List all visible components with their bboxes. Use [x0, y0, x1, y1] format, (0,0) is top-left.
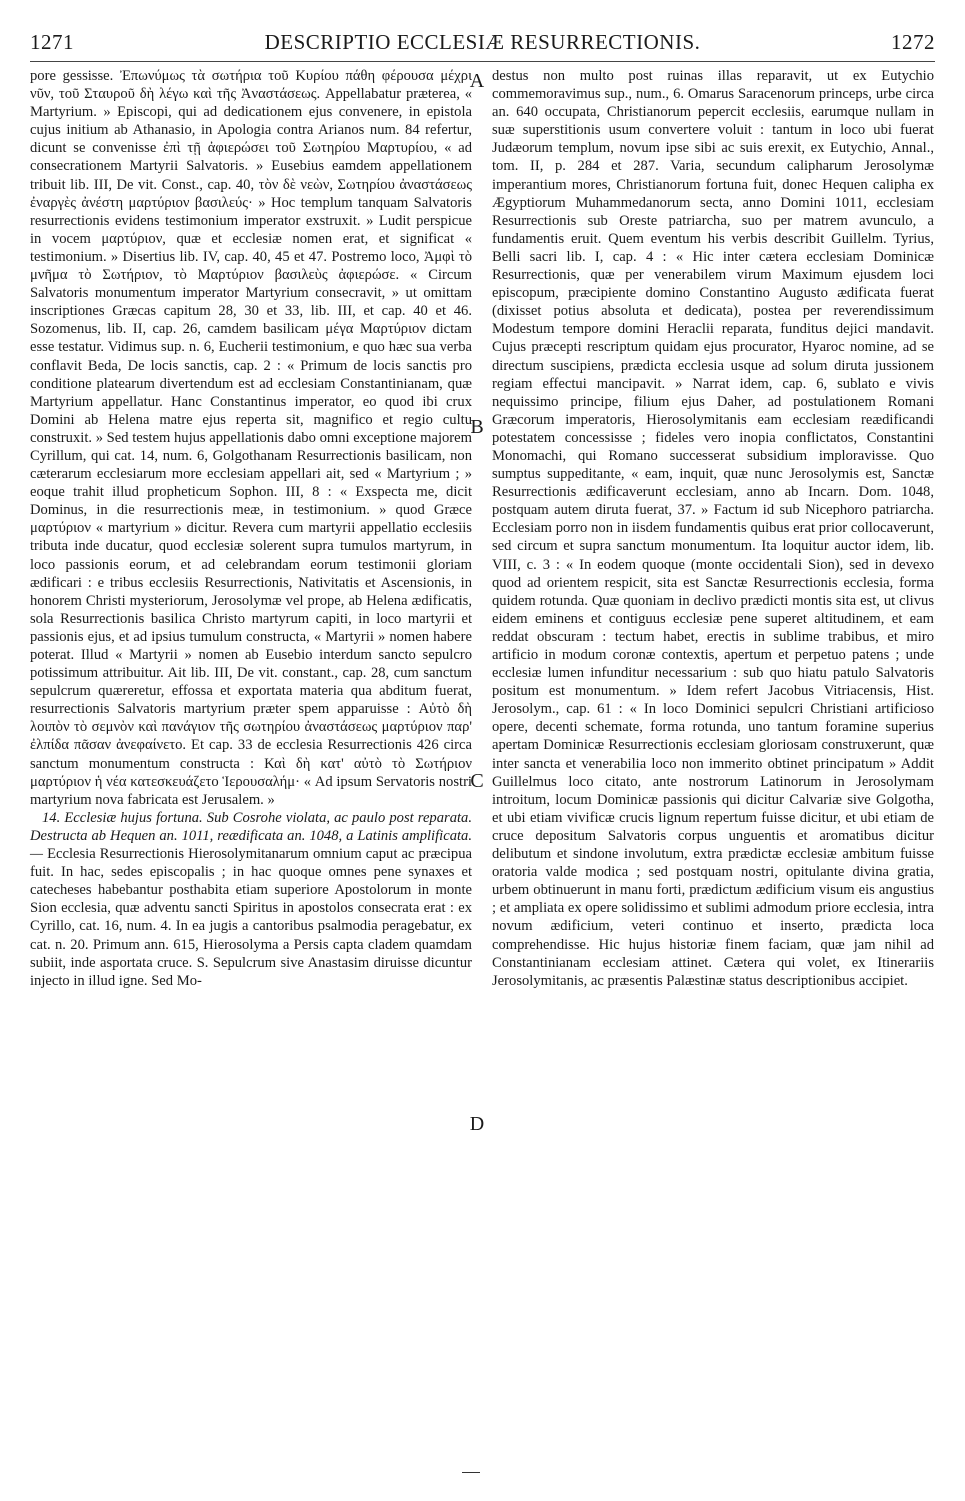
- left-paragraph-2: [30, 809, 472, 990]
- margin-marker-a: A: [469, 70, 485, 92]
- left-paragraph-1: pore gessisse. Ἐπωνύμως τὰ σωτήρια τοῦ Κυρίου πάθη φέρουσα μέχρι νῦν, τοῦ Σταυροῦ δὴ λέγω καὶ τῆς Ἀναστάσεως. Appellabatur præterea, « Martyrium. » Episcopi, qui ad dedicationem ejus convenere, in epistola cujus initium ab Athanasio, in Apologia contra Arianos num. 84 refertur, dicunt se convenisse ἐπὶ τῇ ἀφιερώσει τοῦ Σωτηρίου Μαρτυρίου, « ad consecrationem Martyrii Salvatoris. » Eusebius eamdem appellationem tribuit lib. III, De vit. Const., cap. 40, τὸν δὲ νεὼν, Σωτηρίου ἀναστάσεως ἐναργὲς ἀνέστη μαρτύριον βασιλεύς· » Hoc templum tanquam Salvatoris resurrectionis evidens testimonium imperator exstruxit. » Ludit perspicue in vocem μαρτύριον, quæ et ecclesiæ nomen erat, et significat « testimonium. » Disertius lib. IV, cap. 40, 45 et 47. Postremo loco, Ἀμφὶ τὸ μνῆμα τὸ Σωτήριον, τὸ Μαρτύριον βασιλεὺς ἀφιερώσε. « Circum Salvatoris monumentum imperator Martyrium consecravit, » ut omittam inscriptiones Græcas capitum 28, 30 et 33, lib. III, et cap. 40 et 46. Sozomenus, lib. II, cap. 26, camdem basilicam μέγα Μαρτύριον dictam esse testatur. Vidimus sup. n. 6, Eucherii testimonium, e quo hæc sua verba conflavit Beda, De locis sanctis, cap. 2 : « Primum de locis sanctis pro conditione platearum divertendum est ad ecclesiam Constantinianam, quæ Martyrium appellatur. Hanc Constantinus imperator, eo quod ibi crux Domini ab Helena matre ejus reperta sit, magnifico et regio cultu construxit. » Sed testem hujus appellationis dabo omni exceptione majorem Cyrillum, qui cat. 14, num. 6, Golgothanam Resurrectionis basilicam, non cæterarum ecclesiarum more ecclesiam appellari ait, sed « Martyrium ; » eoque trahit illud propheticum Sophon. III, 8 : « Exspecta me, dicit Dominus, in die resurrectionis meæ, in testimonium. » quod Græce μαρτύριον « martyrium » dicitur. Revera cum martyrii appellatio ecclesiis tributa inde ducatur, quod ecclesiæ solerent supra tumulos martyrum, in loco passionis eorum, et ad celebrandam eorum testimonii gloriam ædificari : e tribus ecclesiis Resurrectionis, Nativitatis et Ascensionis, in honorem Christi mysteriorum, Jerosolymæ vel prope, ab Helena ædificatis, sola Resurrectionis basilica Christo martyrum capiti, in loco martyrii et passionis ejus, et ad ipsius tumulum constructa, « Martyrii » nomen habere poterat. Illud « Martyrii » nomen ab Eusebio interdum sancto sepulcro potissimum attribuitur. Ait lib. III, De vit. constant., cap. 28, cum sanctum sepulcrum quæreretur, effossa et exportata materia qua abditum fuerat, resurrectionis Salvatoris martyrium præter spem apparuisse : Αὐτὸ δὴ λοιπὸν τὸ σεμνὸν καὶ πανάγιον τῆς σωτηρίου ἀναστάσεως μαρτύριον παρ' ἐλπίδα πᾶσαν ἀνεφαίνετο. Et cap. 33 de ecclesia Resurrectionis 426 circa sanctum monumentum constructa : Καὶ δὴ κατ' αὐτὸ τὸ Σωτήριον μαρτύριον ἡ νέα κατεσκευάζετο Ἱερουσαλήμ· « Ad ipsum Servatoris nostri martyrium nova fabricata est Jerusalem. »: [30, 68, 472, 808]
- left-paragraph-2-body: Ecclesia Resurrectionis Hierosolymitanarum omnium caput ac præcipua fuit. In hac, sedes episcopalis ; in hac quoque omnes pene synaxes et catecheses habebantur posthabita etiam superiore Apostolorum in monte Sion ecclesia, quæ adventu sancti Spiritus in apostolos consecrata erat : ex Cyrillo, cat. 16, num. 4. In ea jugis a cantoribus psalmodia peragebatur, ex cat. n. 20. Primum ann. 615, Hierosolyma a Persis capta cladem quamdam subiit, inde asportata cruce. S. Sepulcrum sive Anastasim diruisse dicuntur injecto in illud igne. Sed Mo-: [30, 846, 472, 989]
- page-number-left: 1271: [30, 30, 74, 54]
- running-head: [30, 30, 935, 58]
- page-title: DESCRIPTIO ECCLESIÆ RESURRECTIONIS.: [264, 30, 701, 54]
- margin-marker-b: B: [470, 416, 484, 438]
- footer-dash: [462, 1472, 480, 1473]
- right-paragraph-1: destus non multo post ruinas illas reparavit, ut ex Eutychio commemoravimus sup., num., 6. Omarus Saracenorum princeps, urbe circa an. 640 occupata, Christianorum pepercit ecclesiis, earumque nullam in suæ superstitionis usum convertere voluit : tantum in loco ubi fuerat Judæorum templum, novum ipse sibi ac suis erexit, ex Eutychio, Annal., tom. II, p. 284 et 287. Varia, secundum calipharum Jerosolymæ imperantium mores, Christianorum fortuna fuit, donec Hequen calipha ex Ægyptiorum Muhammedanorum secta, anno Domini 1011, ecclesiam Resurrectionis sub Oreste patriarcha, suo per matrem avunculo, a fundamentis eruit. Quem eventum his verbis describit Guillelm. Tyrius, Belli sacri lib. I, cap. 4 : « Hic inter cætera ecclesiam Dominicæ Resurrectionis, quæ per venerabilem virum Maximum ejusdem loci episcopum, præcipiente domino Constantino Augusto ædificata fuerat (dixisset potius absoluta et dedicata), postea per reverendissimum Modestum tempore domini Heraclii reparata, funditus dejici mandavit. Cujus præcepti rescriptum quidam ejus procurator, Hyaroc nomine, ad se directum suscipiens, prædicta ecclesia usque ad solum diruta jussionem regiam effectui mancipavit. » Narrat idem, cap. 6, sublato e vivis nequissimo principe, filium ejus Daher, ad postulationem Romani Græcorum imperatoris, Hierosolymitanis eam ecclesiam reædificandi potestatem concessisse ; fideles vero inopia conflictatos, Constantini Monomachi, qui Romano successerat subsidium imploravisse. Quo sumptus suppeditante, « eam, inquit, quæ nunc Jerosolymis est, Sanctæ Resurrectionis ædificaverunt ecclesiam, anno ab Incarn. Dom. 1048, postquam autem diruta fuerat, 37. » Factum id sub Nicephoro patriarcha. Ecclesiam porro non in iisdem fundamentis quibus erat prior collocaverunt, sed circum et supra sanctum monumentum. Ita loquitur auctor idem, lib. VIII, c. 3 : « In eodem quoque (monte occidentali Sion), sed in devexo quod ad orientem respicit, sita est Sanctæ Resurrectionis ecclesia, forma quidem rotunda. Quæ quoniam in declivo prædicti montis sita est, ut clivus eidem eminens et contiguus ecclesiæ pene superet altitudinem, et eam reddat obscuram : tectum habet, erectis in sublime trabibus, et miro artificio in modum coronæ contextis, apertum et perpetuo patens ; unde ecclesiæ lumen infunditur necessarium : sub quo hiatu patulo Salvatoris positum est monumentum. » Idem refert Jacobus Vitriacensis, Hist. Jerosolym., cap. 61 : « In loco Dominici sepulcri Christiani artificioso opere, decenti schemate, forma rotunda, uno tantum foramine superius apertam Dominicæ Resurrectionis ecclesiam gloriosam construxerunt, quæ inter sancta et venerabilia loco non immerito obtinet principatum » Addit Guillelmus loco citato, ante nostrorum Latinorum in Jerosolymam introitum, locum Dominicæ passionis qui dicitur Calvariæ sive Golgotha, et ubi etiam vivificæ crucis lignum repertum fuisse dicitur, et ubi etiam de cruce depositum Salvatoris corpus unguentis et aromatibus dicitur delibutum et sindone involutum, extra prædictæ ecclesiæ ambitum fuisse oratoria valde modica ; sed postquam nostri, opitulante divina gratia, urbem obtinuerunt in manu forti, prædictum ædificium visum eis angustius ; et ampliata ex opere solidissimo et sublimi admodum priore ecclesia, intra novum ædificium, veteri continuo et inserto, prædicta loca comprehendisse. Hic hujus historiæ finem faciam, quæ jam nihil ad Constantinianam ecclesiam attinet. Cætera qui volet, ex Itinerariis Jerosolymitanis, ac præsentis Palæstinæ status descriptionibus accipiet.: [492, 68, 934, 989]
- header-rule: [30, 61, 935, 62]
- footer-dash-text: [462, 1466, 463, 1467]
- section-heading: 14. Ecclesiæ hujus fortuna. Sub Cosrohe violata, ac paulo post reparata. Destructa ab Hequen an. 1011, reædificata an. 1048, a Latinis amplificata. —: [30, 809, 472, 863]
- page-number-right: 1272: [891, 30, 935, 54]
- margin-marker-d: D: [469, 1113, 485, 1135]
- left-column: [30, 67, 472, 990]
- right-column: [492, 67, 934, 990]
- margin-marker-c: C: [470, 770, 484, 792]
